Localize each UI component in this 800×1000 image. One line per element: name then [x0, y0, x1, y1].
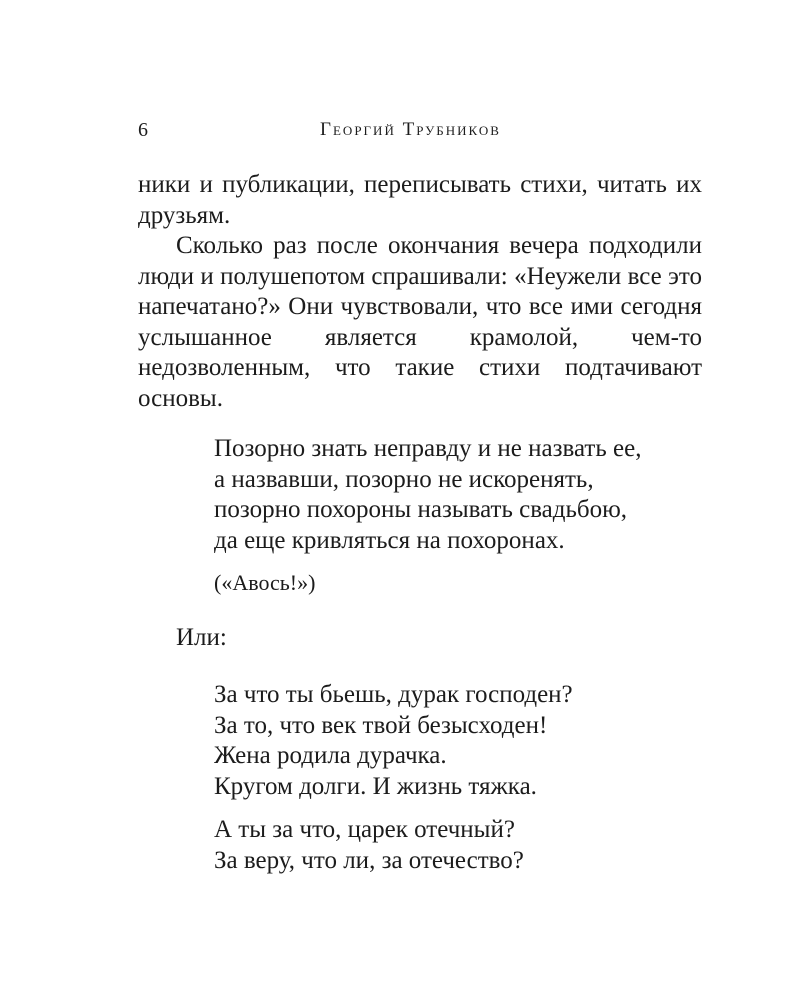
running-title: Георгий Трубников	[320, 119, 501, 140]
poem-attribution: («Авось!»)	[214, 570, 316, 595]
verse-line: позорно похороны называть свадьбою,	[214, 496, 628, 523]
verse-line: За веру, что ли, за отечество?	[214, 846, 524, 874]
page-number: 6	[138, 119, 148, 141]
poem-quote-2-stanza-2	[214, 815, 524, 876]
transition-text: Или:	[176, 624, 227, 651]
verse-line: Позорно знать неправду и не назвать ее,	[214, 435, 642, 462]
verse-line: да еще кривляться на похоронах.	[214, 526, 565, 554]
verse-line: Кругом долги. И жизнь тяжка.	[214, 772, 537, 800]
paragraph: Сколько раз после окончания вечера подходили люди и полушепотом спрашивали: «Неужели все это напечатано?» Они чувствовали, что все ими сегодня услышанное является крамолой, чем-то недозволенным, что такие стихи подтачивают основы.	[138, 232, 702, 412]
verse-line: а назвавши, позорно не искоренять,	[214, 465, 594, 493]
running-head	[138, 116, 700, 144]
verse-line: А ты за что, царек отечный?	[214, 816, 515, 843]
verse-line: За что ты бьешь, дурак господен?	[214, 681, 573, 708]
verse-line: За то, что век твой безысходен!	[214, 711, 548, 739]
body-text	[138, 170, 702, 414]
poem-quote-2-stanza-1	[214, 680, 573, 802]
paragraph-continued: ники и публикации, переписывать стихи, читать их друзьям.	[138, 171, 702, 229]
poem-quote-1	[214, 434, 641, 556]
verse-line: Жена родила дурачка.	[214, 742, 447, 769]
